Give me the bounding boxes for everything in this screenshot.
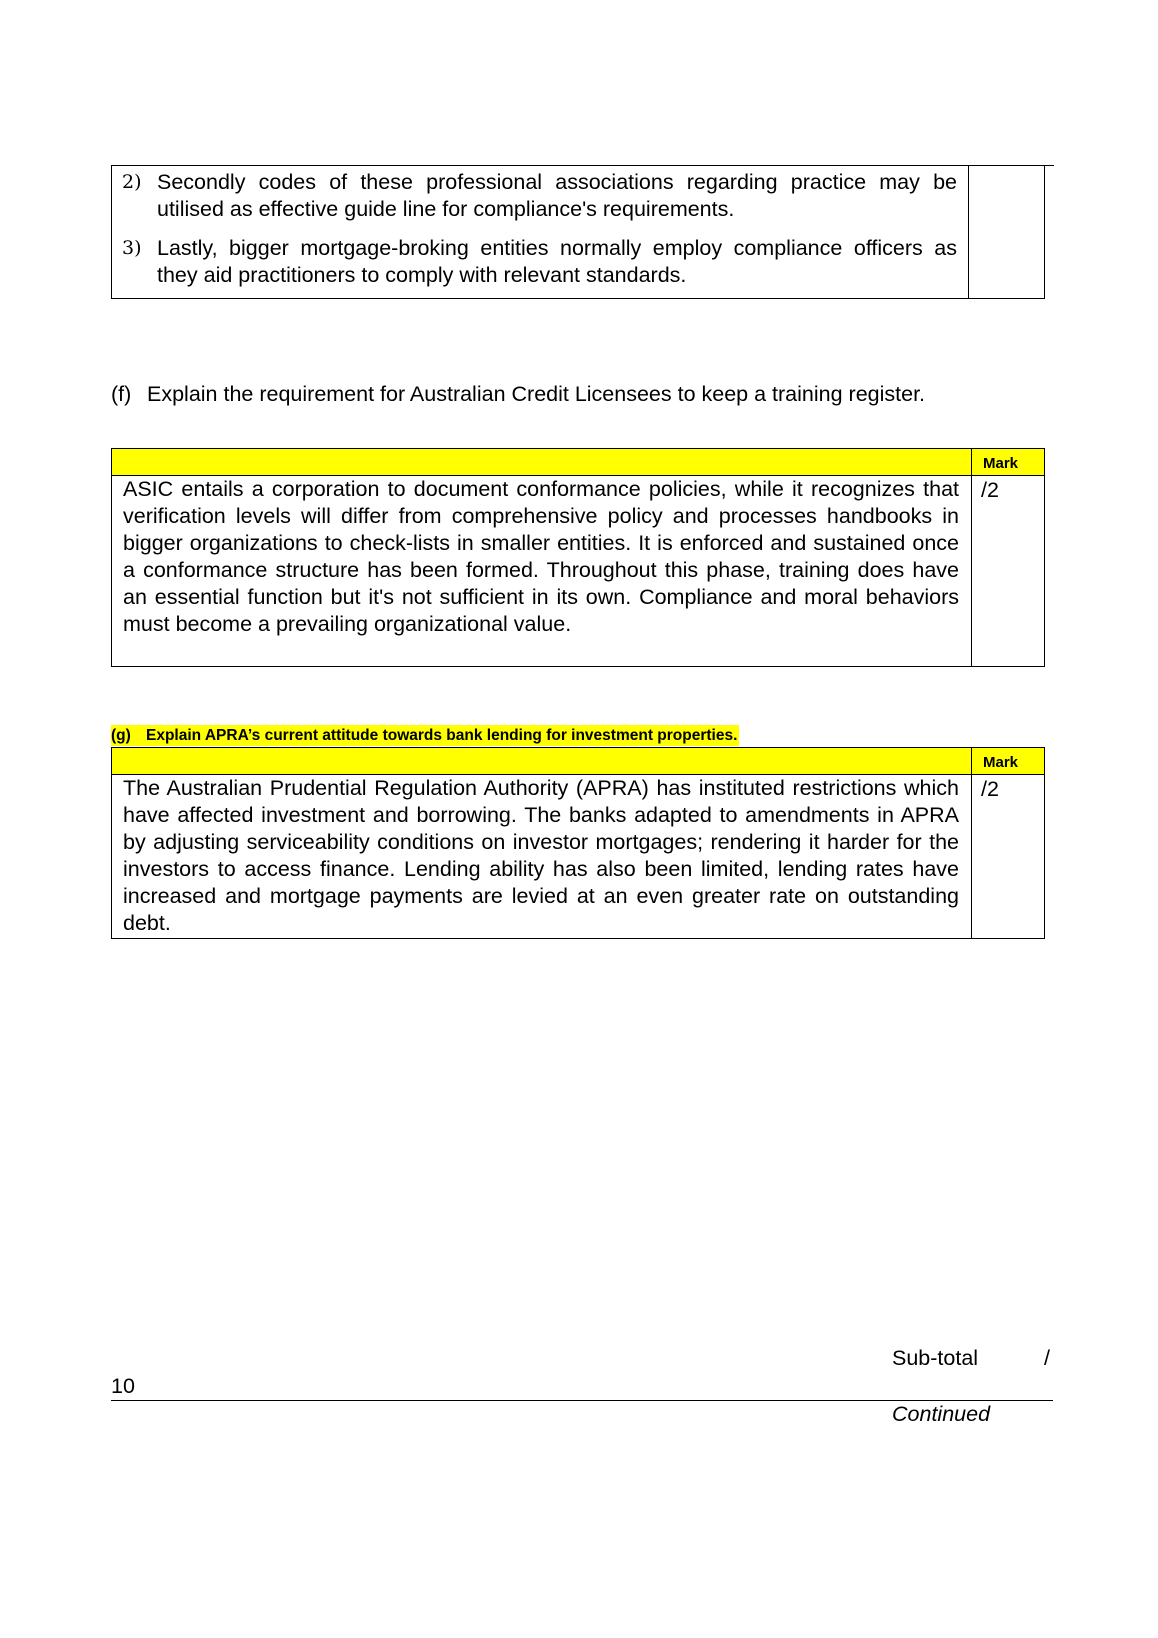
question-f-text: Explain the requirement for Australian Credit Licensees to keep a training register. bbox=[147, 382, 926, 406]
answer-table-g bbox=[111, 747, 1045, 939]
list-item-text: Lastly, bigger mortgage-broking entities normally employ compliance officers as they aid practitioners to comply with relevant standards. bbox=[157, 236, 957, 287]
list-item-number: 3) bbox=[122, 237, 142, 259]
question-f bbox=[111, 382, 925, 407]
page-number: 10 bbox=[111, 1374, 135, 1398]
subtotal-slash: / bbox=[1044, 1346, 1050, 1370]
mark-header: Mark bbox=[983, 455, 1019, 472]
score-f: /2 bbox=[981, 478, 999, 502]
answer-table-header bbox=[112, 748, 1044, 775]
answer-text-g: The Australian Prudential Regulation Authority (APRA) has instituted restrictions which have affected investment and borrowing. The banks adapted to amendments in APRA by adjusting serviceability conditions on investor mortgages; rendering it harder for the investors to access finance. Lending ability has also been limited, lending rates have increased and mortgage payments are levied at an even greater rate on outstanding debt. bbox=[123, 776, 959, 935]
answer-text-f: ASIC entails a corporation to document conformance policies, while it recognizes that verification levels will differ from comprehensive policy and processes handbooks in bigger organizations to check-lists in smaller entities. It is enforced and sustained once a conformance structure has been formed. Throughout this phase, training does have an essential function but it's not sufficient in its own. Compliance and moral behaviors must become a prevailing organizational value. bbox=[123, 477, 959, 636]
footer-rule bbox=[111, 1400, 1053, 1401]
subtotal-label: Sub-total bbox=[892, 1346, 979, 1370]
list-item-text: Secondly codes of these professional associations regarding practice may be utilised as effective guide line for compliance's requirements. bbox=[157, 170, 957, 221]
question-g-text: Explain APRA’s current attitude towards bank lending for investment properties. bbox=[146, 727, 738, 744]
list-item bbox=[122, 235, 957, 289]
list-item-number: 2) bbox=[122, 171, 142, 193]
answer-table-f bbox=[111, 448, 1045, 667]
list-item bbox=[122, 169, 957, 223]
continued-label: Continued bbox=[892, 1402, 991, 1426]
question-g-label: (g) bbox=[111, 727, 131, 744]
question-f-label: (f) bbox=[111, 382, 132, 406]
mark-header: Mark bbox=[983, 754, 1019, 771]
continued-list-table bbox=[111, 165, 1045, 299]
question-g bbox=[111, 725, 739, 746]
answer-table-header bbox=[112, 449, 1044, 476]
score-g: /2 bbox=[981, 777, 999, 801]
